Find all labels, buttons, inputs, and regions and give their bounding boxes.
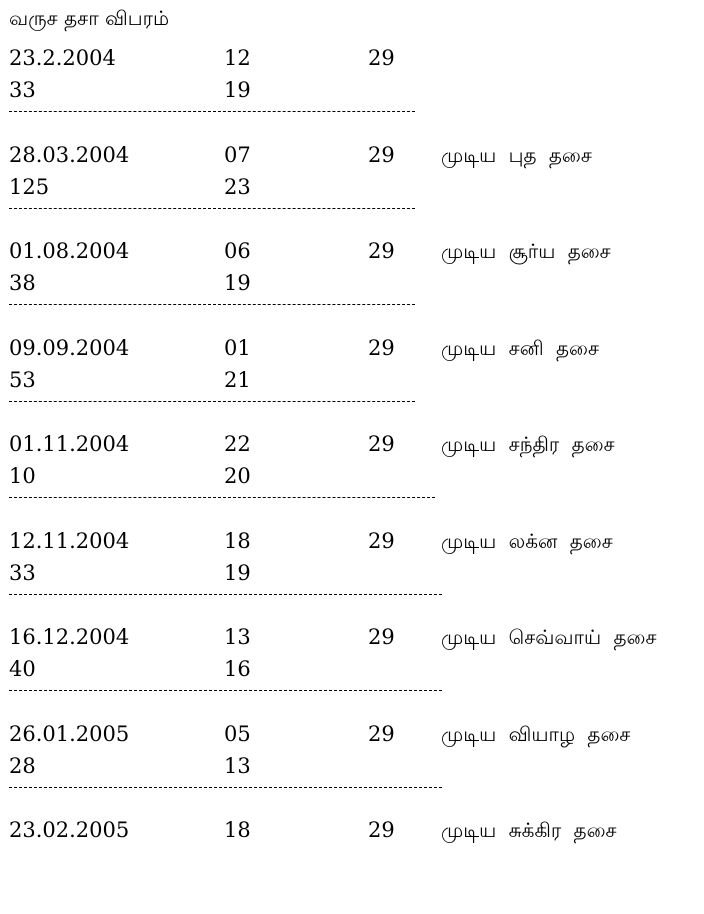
entry-note: முடிய செவ்வாய் தசை <box>441 625 657 649</box>
dashed-divider <box>9 401 415 402</box>
dashed-divider <box>9 208 415 209</box>
entry-col3: 29 <box>368 46 395 70</box>
entry-col2: 05 <box>224 722 251 746</box>
entry-col2: 13 <box>224 625 251 649</box>
entry-date: 23.02.2005 <box>9 818 130 842</box>
entry-date: 12.11.2004 <box>9 529 130 553</box>
dashed-divider <box>9 594 442 595</box>
entry-value2: 19 <box>224 271 251 295</box>
entry-col3: 29 <box>368 239 395 263</box>
entry-value2: 16 <box>224 657 251 681</box>
entry-col3: 29 <box>368 625 395 649</box>
entry-col2: 01 <box>224 336 251 360</box>
entry-note: முடிய சனி தசை <box>441 336 600 360</box>
entry-note: முடிய வியாழ தசை <box>441 722 631 746</box>
dasa-entry <box>0 625 704 721</box>
entry-value2: 19 <box>224 78 251 102</box>
dashed-divider <box>9 787 442 788</box>
entry-col2: 12 <box>224 46 251 70</box>
entry-col3: 29 <box>368 143 395 167</box>
dasa-entry <box>0 818 704 914</box>
entry-value2: 20 <box>224 464 251 488</box>
entry-date: 26.01.2005 <box>9 722 130 746</box>
entry-col2: 18 <box>224 529 251 553</box>
entry-date: 01.11.2004 <box>9 432 130 456</box>
entry-col2: 06 <box>224 239 251 263</box>
entry-value1: 28 <box>9 754 36 778</box>
entry-value1: 40 <box>9 657 36 681</box>
dasa-entry <box>0 432 704 528</box>
entry-note: முடிய சூர்ய தசை <box>441 239 611 263</box>
entry-date: 09.09.2004 <box>9 336 130 360</box>
entry-col2: 07 <box>224 143 251 167</box>
entry-value2: 19 <box>224 561 251 585</box>
entry-date: 01.08.2004 <box>9 239 130 263</box>
entry-date: 28.03.2004 <box>9 143 130 167</box>
entry-note: முடிய சந்திர தசை <box>441 432 615 456</box>
entry-col3: 29 <box>368 818 395 842</box>
entry-date: 16.12.2004 <box>9 625 130 649</box>
dashed-divider <box>9 497 435 498</box>
entry-col3: 29 <box>368 722 395 746</box>
page-title: வருச தசா விபரம் <box>9 6 170 30</box>
entry-value1: 33 <box>9 78 36 102</box>
dashed-divider <box>9 690 442 691</box>
entry-col2: 18 <box>224 818 251 842</box>
dasa-entry <box>0 46 704 142</box>
entry-note: முடிய சுக்கிர தசை <box>441 818 617 842</box>
dasa-entry <box>0 143 704 239</box>
dashed-divider <box>9 304 415 305</box>
entry-note: முடிய லக்ன தசை <box>441 529 613 553</box>
dasa-entry <box>0 529 704 625</box>
entry-value2: 21 <box>224 368 251 392</box>
entry-note: முடிய புத தசை <box>441 143 592 167</box>
entry-value2: 13 <box>224 754 251 778</box>
entry-col3: 29 <box>368 432 395 456</box>
dasa-entry <box>0 722 704 818</box>
entry-value1: 10 <box>9 464 36 488</box>
entry-value1: 125 <box>9 175 50 199</box>
dasa-entry <box>0 239 704 335</box>
dashed-divider <box>9 111 415 112</box>
entry-value1: 53 <box>9 368 36 392</box>
entry-date: 23.2.2004 <box>9 46 116 70</box>
entry-value2: 23 <box>224 175 251 199</box>
entry-col3: 29 <box>368 336 395 360</box>
entry-col2: 22 <box>224 432 251 456</box>
entry-value1: 33 <box>9 561 36 585</box>
entry-col3: 29 <box>368 529 395 553</box>
dasa-entry <box>0 336 704 432</box>
entry-value1: 38 <box>9 271 36 295</box>
